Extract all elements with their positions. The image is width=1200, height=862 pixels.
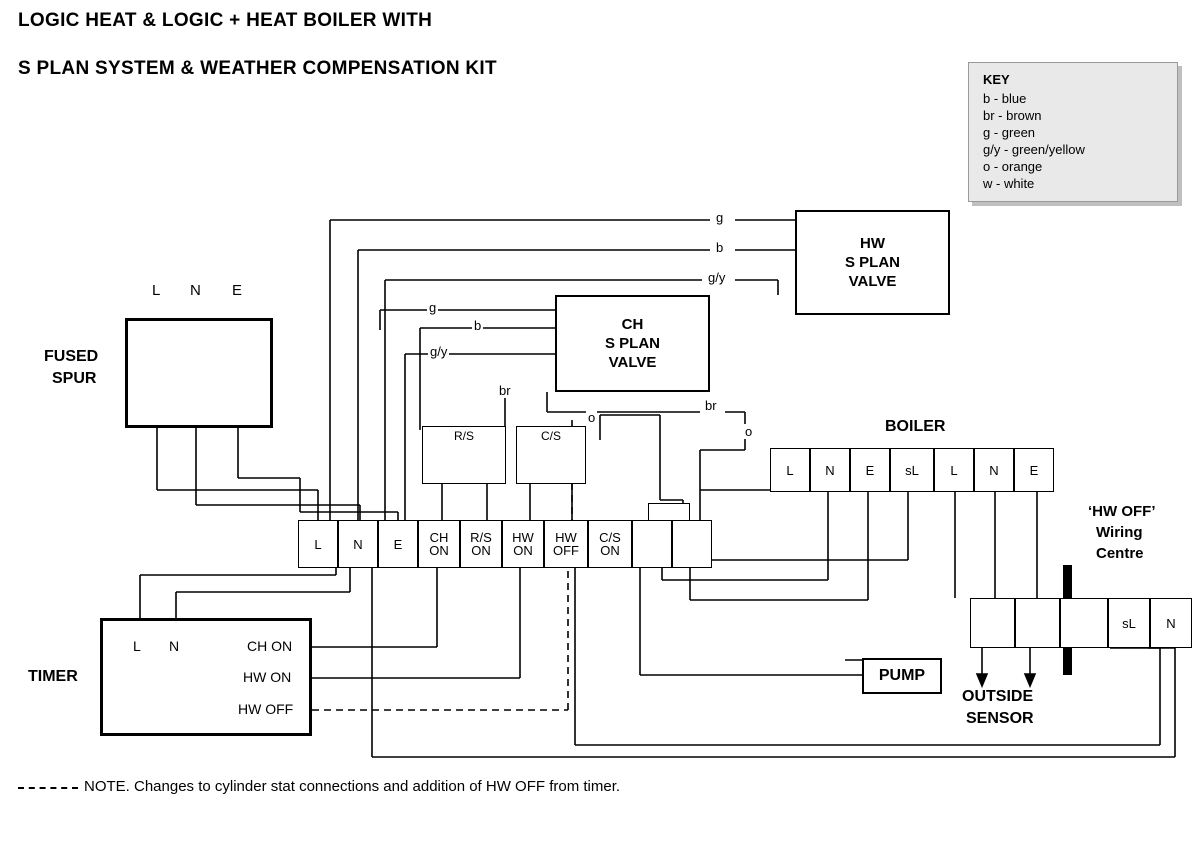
fused-spur-label-line2: SPUR [52,370,97,387]
centre-term-n[interactable]: N [1150,598,1192,648]
hw-s-plan-valve [795,210,950,315]
fused-spur-label-line1: FUSED [44,348,99,365]
ch-valve-line1: CH [621,316,644,333]
main-term-cs-on[interactable]: C/S ON [588,520,632,568]
pump-box [862,658,942,694]
page-title-line1: LOGIC HEAT & LOGIC + HEAT BOILER WITH [18,10,433,31]
boiler-term-e2[interactable]: E [1014,448,1054,492]
ch-valve-line3: VALVE [608,354,657,371]
main-terminal-row [298,520,712,568]
main-term-blank-1[interactable] [632,520,672,568]
centre-term-blank-2[interactable] [1015,598,1060,648]
note-dash-lead [18,787,78,789]
room-stat-label: R/S [453,429,474,443]
hw-valve-line2: S PLAN [844,254,900,271]
wire-label-gy-ch: g/y [430,344,448,359]
cylinder-stat-box [516,426,586,484]
wire-label-o-cs: o [588,410,596,425]
boiler-term-n1[interactable]: N [810,448,850,492]
wire-label-gy-hw: g/y [708,270,726,285]
main-term-l[interactable]: L [298,520,338,568]
hw-off-wiring-centre-row [970,598,1192,648]
timer-terminal-n: N [169,638,180,654]
hw-valve-line3: VALVE [848,273,897,290]
wire-label-br-ch: br [499,383,511,398]
main-term-blank-2[interactable] [672,520,712,568]
key-item-br: br - brown [983,108,1042,123]
room-stat-box [422,426,506,484]
main-term-ch-on[interactable]: CH ON [418,520,460,568]
page-title-line2: S PLAN SYSTEM & WEATHER COMPENSATION KIT [18,58,497,79]
main-term-rs-on[interactable]: R/S ON [460,520,502,568]
main-term-hw-on[interactable]: HW ON [502,520,544,568]
boiler-term-l1[interactable]: L [770,448,810,492]
hw-off-centre-line3: Centre [1096,545,1144,562]
hw-valve-line1: HW [859,235,885,252]
wire-label-br-hw: br [705,398,717,413]
main-term-hw-off[interactable]: HW OFF [544,520,588,568]
wire-label-b-ch: b [474,318,482,333]
wire-label-b-hw: b [716,240,724,255]
main-term-e[interactable]: E [378,520,418,568]
note-text: NOTE. Changes to cylinder stat connections and addition of HW OFF from timer. [84,778,621,795]
timer-title: TIMER [28,668,78,685]
fused-spur-box [125,318,273,428]
key-item-b: b - blue [983,91,1027,106]
spur-terminal-n: N [190,282,201,299]
hw-off-centre-line1: ‘HW OFF’ [1088,503,1156,520]
key-item-w: w - white [983,176,1035,191]
wire-label-g-hw: g [716,210,724,225]
main-term-n[interactable]: N [338,520,378,568]
boiler-term-e1[interactable]: E [850,448,890,492]
wire-label-o-boiler: o [745,424,753,439]
spur-terminal-l: L [152,282,161,299]
ch-valve-line2: S PLAN [604,335,660,352]
key-legend [968,62,1178,202]
centre-term-blank-1[interactable] [970,598,1015,648]
boiler-term-sl[interactable]: sL [890,448,934,492]
spur-terminal-e: E [232,282,243,299]
ch-s-plan-valve [555,295,710,392]
boiler-term-l2[interactable]: L [934,448,974,492]
timer-output-ch-on: CH ON [247,638,293,654]
timer-output-hw-on: HW ON [243,669,292,685]
outside-sensor-line2: SENSOR [966,710,1034,727]
timer-output-hw-off: HW OFF [238,701,294,717]
timer-terminal-l: L [133,638,141,654]
wire-label-g-ch: g [429,300,437,315]
key-heading: KEY [983,72,1010,87]
outside-sensor-line1: OUTSIDE [962,688,1034,705]
key-item-gy: g/y - green/yellow [983,142,1085,157]
cylinder-stat-label: C/S [540,429,561,443]
boiler-terminal-row [770,448,1054,492]
centre-term-sl[interactable]: sL [1108,598,1150,648]
terminal-stub-box [648,503,690,521]
pump-label: PUMP [878,667,926,684]
key-item-g: g - green [983,125,1036,140]
hw-off-centre-line2: Wiring [1096,524,1143,541]
centre-term-blank-3[interactable] [1060,598,1108,648]
boiler-title: BOILER [885,418,946,435]
key-item-o: o - orange [983,159,1043,174]
boiler-term-n2[interactable]: N [974,448,1014,492]
